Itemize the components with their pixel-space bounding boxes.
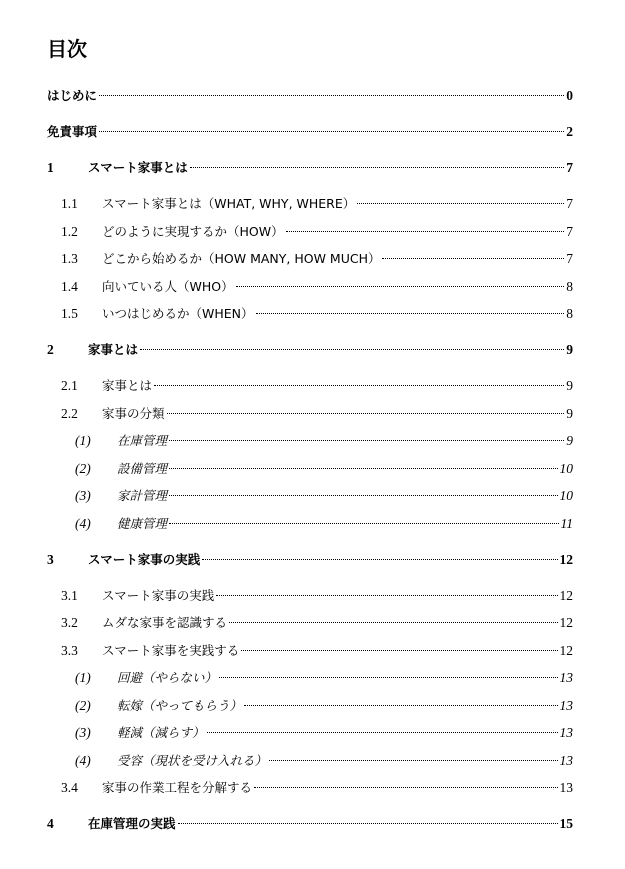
toc-leader-dots bbox=[140, 349, 564, 350]
toc-entry[interactable] bbox=[47, 158, 573, 178]
toc-entry-page: 9 bbox=[566, 342, 573, 357]
toc-leader-dots bbox=[244, 705, 557, 706]
toc-entry-number: (3) bbox=[75, 725, 91, 740]
toc-entry[interactable] bbox=[61, 222, 573, 242]
toc-entry-number: 1.2 bbox=[61, 223, 78, 239]
toc-entry-title: 設備管理 bbox=[117, 460, 168, 476]
toc-entry-title: 家事とは bbox=[102, 378, 153, 393]
toc-entry[interactable] bbox=[75, 514, 573, 534]
toc-entry[interactable] bbox=[47, 86, 573, 106]
toc-entry-page: 10 bbox=[559, 488, 573, 503]
toc-entry-number: 1.4 bbox=[61, 278, 78, 294]
toc-entry-title: 回避（やらない） bbox=[117, 670, 218, 685]
toc-entry-page: 12 bbox=[559, 587, 573, 603]
toc-entry-number: 1.1 bbox=[61, 196, 78, 211]
toc-entry-page: 12 bbox=[559, 551, 573, 567]
toc-entry-page: 9 bbox=[566, 433, 573, 448]
toc-entry-number: 3.3 bbox=[61, 642, 78, 658]
toc-entry[interactable] bbox=[75, 723, 573, 743]
toc-entry-page: 7 bbox=[566, 223, 573, 239]
toc-entry-title: 在庫管理 bbox=[117, 433, 168, 448]
table-of-contents bbox=[0, 86, 625, 834]
toc-entry[interactable] bbox=[47, 122, 573, 142]
toc-entry[interactable] bbox=[61, 641, 573, 661]
toc-leader-dots bbox=[99, 95, 564, 96]
toc-entry-page: 10 bbox=[559, 460, 573, 476]
toc-entry-title: 軽減（減らす） bbox=[117, 725, 205, 740]
toc-entry-number: 3.1 bbox=[61, 587, 78, 603]
toc-entry-number: (3) bbox=[75, 488, 91, 503]
toc-entry-page: 12 bbox=[559, 615, 573, 630]
toc-entry-page: 8 bbox=[566, 306, 573, 321]
toc-entry[interactable] bbox=[47, 550, 573, 570]
toc-entry[interactable] bbox=[75, 668, 573, 688]
toc-entry[interactable] bbox=[61, 249, 573, 269]
toc-leader-dots bbox=[254, 787, 557, 788]
toc-entry-page: 15 bbox=[559, 816, 573, 831]
toc-entry-number: 4 bbox=[47, 816, 54, 831]
toc-entry-title: はじめに bbox=[47, 88, 98, 103]
toc-entry-title: 家計管理 bbox=[117, 488, 168, 503]
toc-leader-dots bbox=[154, 385, 564, 386]
toc-entry-number: 2 bbox=[47, 342, 54, 357]
toc-entry[interactable] bbox=[61, 586, 573, 606]
toc-leader-dots bbox=[382, 258, 564, 259]
toc-entry-page: 9 bbox=[566, 378, 573, 393]
toc-entry-page: 11 bbox=[560, 515, 573, 531]
toc-entry-page: 0 bbox=[566, 88, 573, 103]
toc-entry-title: 家事とは bbox=[88, 342, 139, 357]
toc-leader-dots bbox=[256, 313, 565, 314]
toc-entry[interactable] bbox=[61, 613, 573, 633]
toc-entry-title: 家事の作業工程を分解する bbox=[102, 780, 253, 795]
toc-entry-title: いつはじめるか（WHEN） bbox=[102, 306, 254, 321]
toc-entry[interactable] bbox=[75, 696, 573, 716]
toc-entry-number: (2) bbox=[75, 460, 91, 476]
toc-entry-page: 13 bbox=[559, 670, 573, 685]
toc-entry[interactable] bbox=[61, 376, 573, 396]
toc-entry-title: スマート家事とは bbox=[88, 160, 188, 175]
toc-entry-number: (2) bbox=[75, 697, 91, 713]
toc-entry[interactable] bbox=[75, 751, 573, 771]
toc-leader-dots bbox=[167, 413, 565, 414]
toc-entry-page: 8 bbox=[566, 278, 573, 294]
toc-entry-title: 受容（現状を受け入れる） bbox=[117, 752, 268, 768]
toc-entry[interactable] bbox=[61, 277, 573, 297]
toc-entry-page: 13 bbox=[559, 697, 573, 713]
toc-entry-title: スマート家事の実践 bbox=[102, 587, 215, 603]
toc-entry-page: 13 bbox=[559, 725, 573, 740]
toc-leader-dots bbox=[229, 622, 557, 623]
toc-entry-title: 家事の分類 bbox=[102, 405, 165, 421]
toc-entry-page: 13 bbox=[559, 780, 573, 795]
toc-entry-title: 健康管理 bbox=[117, 515, 168, 531]
toc-entry-number: 2.2 bbox=[61, 405, 78, 421]
toc-entry-title: 転嫁（やってもらう） bbox=[117, 697, 243, 713]
toc-leader-dots bbox=[357, 203, 564, 204]
toc-entry[interactable] bbox=[47, 340, 573, 360]
page-title: 目次 bbox=[47, 37, 87, 61]
toc-entry-page: 12 bbox=[559, 642, 573, 658]
toc-entry-title: 向いている人（WHO） bbox=[102, 278, 234, 294]
toc-leader-dots bbox=[236, 286, 565, 287]
toc-leader-dots bbox=[269, 760, 557, 761]
toc-leader-dots bbox=[99, 131, 564, 132]
toc-entry-title: どこから始めるか（HOW MANY, HOW MUCH） bbox=[102, 251, 381, 266]
toc-entry-title: 在庫管理の実践 bbox=[88, 816, 176, 831]
toc-entry-number: 3 bbox=[47, 551, 54, 567]
toc-entry-number: 1.3 bbox=[61, 251, 78, 266]
toc-entry-page: 13 bbox=[559, 752, 573, 768]
toc-entry-number: 1.5 bbox=[61, 306, 78, 321]
toc-entry-number: 1 bbox=[47, 160, 54, 175]
toc-entry-title: どのように実現するか（HOW） bbox=[102, 223, 284, 239]
toc-entry-title: スマート家事とは（WHAT, WHY, WHERE） bbox=[102, 196, 356, 211]
toc-entry[interactable] bbox=[75, 459, 573, 479]
toc-entry-number: (1) bbox=[75, 433, 91, 448]
toc-entry-number: (4) bbox=[75, 515, 91, 531]
toc-entry-page: 7 bbox=[566, 251, 573, 266]
toc-entry[interactable] bbox=[47, 814, 573, 834]
toc-entry-title: スマート家事を実践する bbox=[102, 642, 240, 658]
toc-entry[interactable] bbox=[61, 778, 573, 798]
toc-entry-title: ムダな家事を認識する bbox=[102, 615, 228, 630]
toc-entry-number: 2.1 bbox=[61, 378, 78, 393]
toc-leader-dots bbox=[241, 650, 557, 651]
toc-leader-dots bbox=[169, 523, 558, 524]
toc-leader-dots bbox=[202, 559, 557, 560]
toc-entry[interactable] bbox=[75, 486, 573, 506]
toc-entry-number: (4) bbox=[75, 752, 91, 768]
toc-leader-dots bbox=[190, 167, 564, 168]
toc-entry[interactable] bbox=[75, 431, 573, 451]
toc-entry[interactable] bbox=[61, 304, 573, 324]
toc-leader-dots bbox=[169, 468, 557, 469]
toc-entry[interactable] bbox=[61, 404, 573, 424]
toc-leader-dots bbox=[219, 677, 557, 678]
toc-entry-page: 2 bbox=[566, 124, 573, 139]
toc-entry-page: 9 bbox=[566, 405, 573, 421]
toc-entry-title: 免責事項 bbox=[47, 124, 98, 139]
toc-entry-page: 7 bbox=[566, 196, 573, 211]
toc-leader-dots bbox=[169, 440, 564, 441]
toc-entry-page: 7 bbox=[566, 160, 573, 175]
toc-leader-dots bbox=[207, 732, 558, 733]
toc-entry-number: (1) bbox=[75, 670, 91, 685]
toc-entry-number: 3.4 bbox=[61, 780, 78, 795]
toc-entry-number: 3.2 bbox=[61, 615, 78, 630]
toc-leader-dots bbox=[286, 231, 565, 232]
toc-leader-dots bbox=[178, 823, 558, 824]
toc-leader-dots bbox=[169, 495, 557, 496]
toc-entry[interactable] bbox=[61, 194, 573, 214]
toc-leader-dots bbox=[216, 595, 557, 596]
toc-entry-title: スマート家事の実践 bbox=[88, 551, 201, 567]
